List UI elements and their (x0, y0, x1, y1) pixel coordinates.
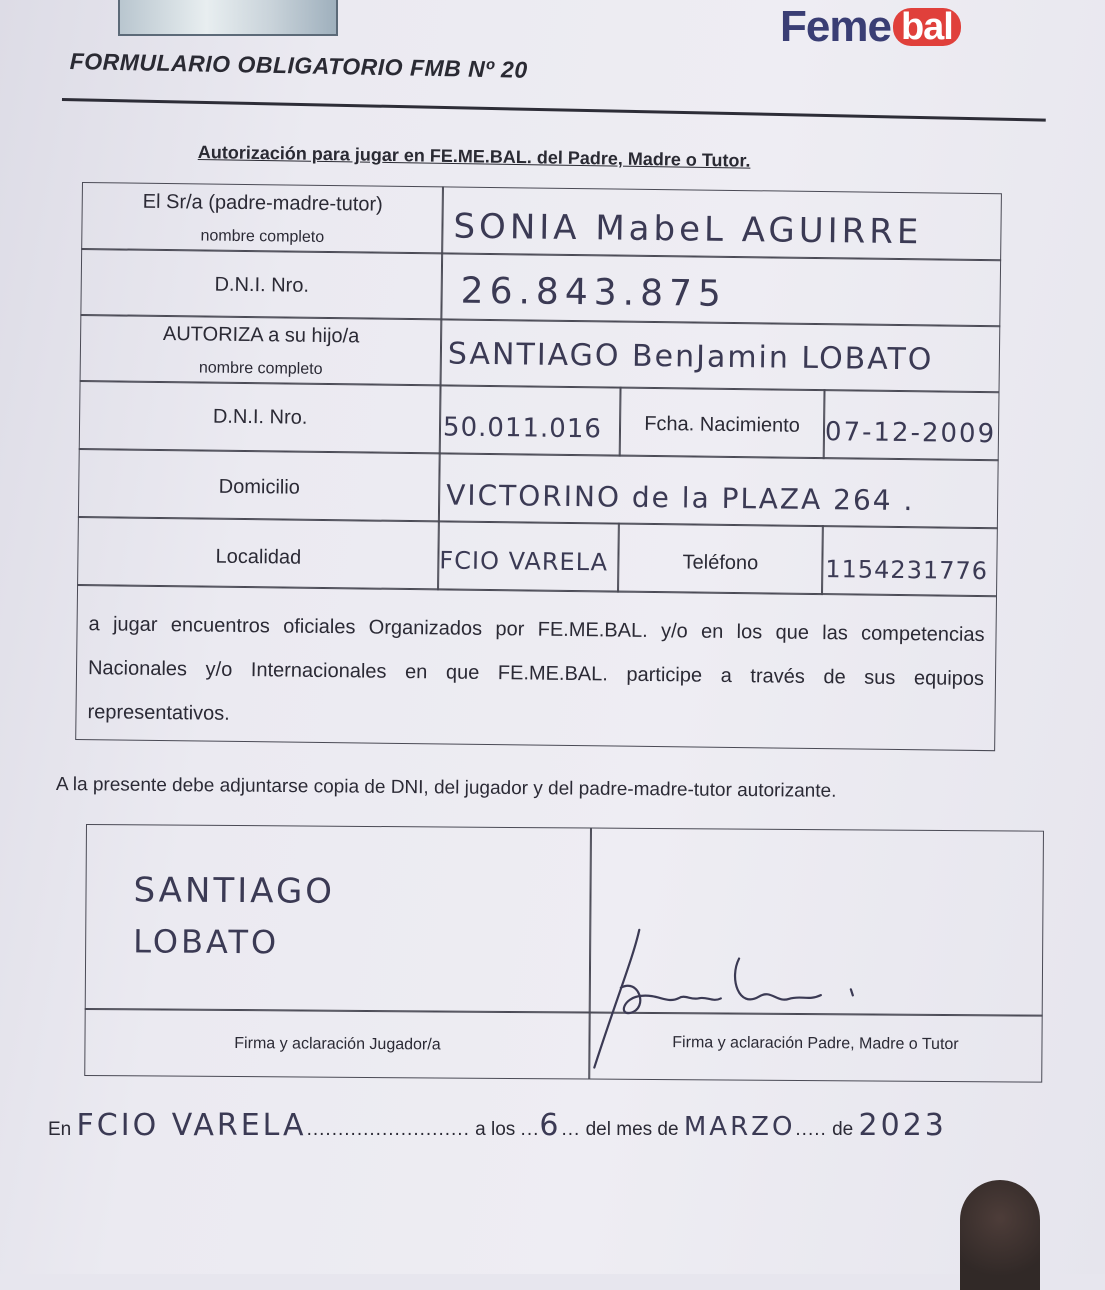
logo-text-accent: bal (893, 8, 961, 46)
city-value: FCIO VARELA (439, 546, 609, 577)
authorization-table (75, 182, 1002, 759)
form-title: FORMULARIO OBLIGATORIO FMB Nº 20 (69, 48, 528, 83)
address-label: Domicilio (218, 475, 300, 499)
photo-fragment (118, 0, 338, 36)
phone-label: Teléfono (682, 551, 759, 575)
attachment-note: A la presente debe adjuntarse copia de DNI, del jugador y del padre-madre-tutor autorizante. (55, 774, 837, 802)
mes-label: del mes de (585, 1119, 679, 1140)
parent-dni-value: 26.843.875 (460, 270, 728, 315)
city-label: Localidad (215, 545, 302, 569)
year-value: 2023 (858, 1108, 947, 1143)
address-value: VICTORINO de la PLAZA 264 . (446, 478, 915, 518)
child-label: AUTORIZA a su hijo/a (162, 323, 360, 348)
authorization-paragraph: a jugar encuentros oficiales Organizados por FE.ME.BAL. y/o en los que las competencias Nacionales y/o Internacionales en que FE.ME.BAL. participe a través de sus equipos representativos. (87, 613, 985, 725)
logo-text-main: Feme (780, 2, 891, 51)
en-label: En (48, 1119, 72, 1140)
a-los-label: a los (475, 1119, 516, 1140)
form-subtitle: Autorización para jugar en FE.ME.BAL. del Padre, Madre o Tutor. (197, 142, 751, 171)
month-value: MARZO (683, 1112, 796, 1142)
place-dots: .......................... (306, 1119, 470, 1140)
date-place-line (48, 1108, 1048, 1143)
parent-sub-label: nombre completo (200, 227, 325, 246)
player-written-name-2: LOBATO (133, 922, 280, 962)
child-name-value: SANTIAGO BenJamin LOBATO (447, 336, 934, 378)
parent-dni-label: D.N.I. Nro. (214, 273, 310, 297)
parent-label: El Sr/a (padre-madre-tutor) (142, 190, 383, 216)
parent-signature-caption: Firma y aclaración Padre, Madre o Tutor (672, 1034, 959, 1054)
signature-table (84, 824, 1044, 1083)
child-sub-label: nombre completo (198, 359, 323, 378)
month-dots: ..... (795, 1119, 827, 1140)
day-dots-left: ... (520, 1119, 540, 1140)
day-dots-right: ... (561, 1119, 581, 1140)
parent-signature (588, 918, 889, 1080)
player-signature-caption: Firma y aclaración Jugador/a (234, 1035, 441, 1054)
place-value: FCIO VARELA (76, 1108, 307, 1143)
phone-value: 1154231776 (825, 555, 989, 586)
child-dni-value: 50.011.016 (442, 412, 603, 445)
de-label: de (832, 1119, 854, 1140)
day-value: 6 (539, 1108, 562, 1143)
child-dni-label: D.N.I. Nro. (212, 405, 308, 429)
birth-date-value: 07-12-2009 (824, 417, 997, 450)
femebal-logo (780, 2, 961, 52)
birth-date-label: Fcha. Nacimiento (644, 412, 801, 437)
parent-name-value: SONIA MabeL AGUIRRE (453, 206, 923, 253)
player-written-name-1: SANTIAGO (133, 870, 336, 912)
player-signature-cell (85, 824, 592, 1014)
